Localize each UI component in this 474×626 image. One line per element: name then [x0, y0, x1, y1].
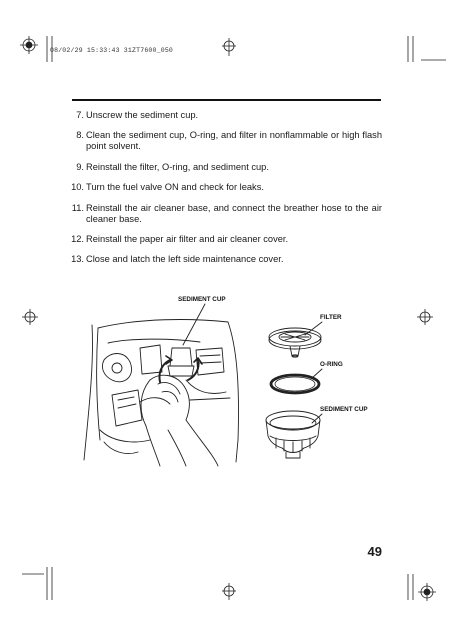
step-number: 10. [71, 182, 84, 193]
step-text: Reinstall the air cleaner base, and connect the breather hose to the air cleaner base. [86, 202, 382, 224]
label-filter: FILTER [320, 314, 342, 321]
step-text: Unscrew the sediment cup. [86, 110, 199, 120]
step-text: Close and latch the left side maintenance cover. [86, 254, 284, 265]
label-sediment-cup-top: SEDIMENT CUP [178, 296, 226, 303]
step-number: 7. [76, 110, 84, 120]
step-number: 9. [76, 161, 84, 172]
step-text: Turn the fuel valve ON and check for leaks. [86, 182, 264, 193]
step-number: 12. [71, 233, 84, 244]
step-text: Reinstall the filter, O-ring, and sediment cup. [86, 161, 269, 172]
label-o-ring: O-RING [320, 361, 343, 368]
step-text: Clean the sediment cup, O-ring, and filter in nonflammable or high flash point solvent. [86, 130, 382, 152]
page-number: 49 [367, 544, 382, 559]
label-sediment-cup-right: SEDIMENT CUP [320, 406, 368, 413]
step-text: Reinstall the paper air filter and air cleaner cover. [86, 233, 289, 244]
step-number: 13. [71, 254, 84, 265]
print-slug: 08/02/29 15:33:43 31ZT7600_050 [50, 47, 174, 54]
step-number: 8. [76, 130, 84, 141]
step-number: 11. [71, 202, 84, 213]
